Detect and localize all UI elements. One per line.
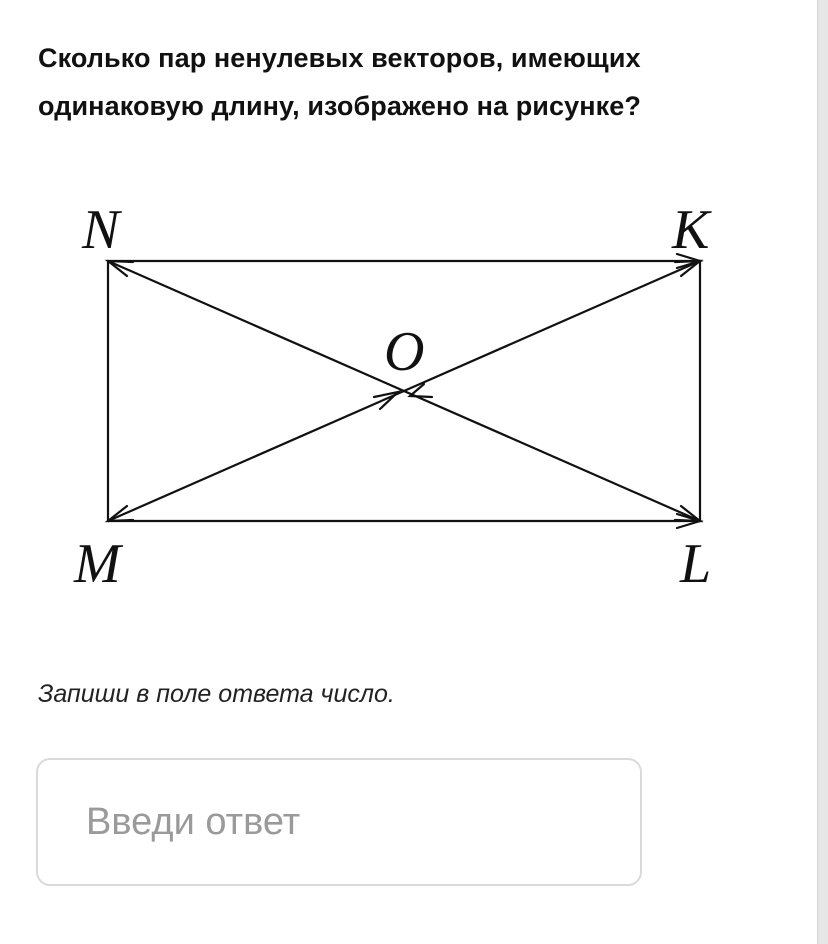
arrowhead-OM — [108, 506, 133, 521]
geometry-figure — [0, 170, 828, 610]
instruction-text: Запиши в поле ответа число. — [38, 680, 395, 708]
arrowhead-MO — [374, 392, 398, 409]
point-label-K: K — [672, 199, 710, 261]
question-text: Сколько пар ненулевых векторов, имеющих одинаковую длину, изображено на рисунке? — [38, 43, 641, 121]
answer-input[interactable] — [38, 760, 640, 884]
point-label-N: N — [82, 199, 120, 261]
point-label-L: L — [680, 533, 712, 595]
rectangle-vectors-diagram — [0, 170, 828, 610]
answer-field-container[interactable] — [36, 758, 642, 886]
arrowhead-ON — [108, 261, 133, 276]
point-label-O: O — [384, 321, 425, 383]
point-label-M: M — [74, 533, 121, 595]
